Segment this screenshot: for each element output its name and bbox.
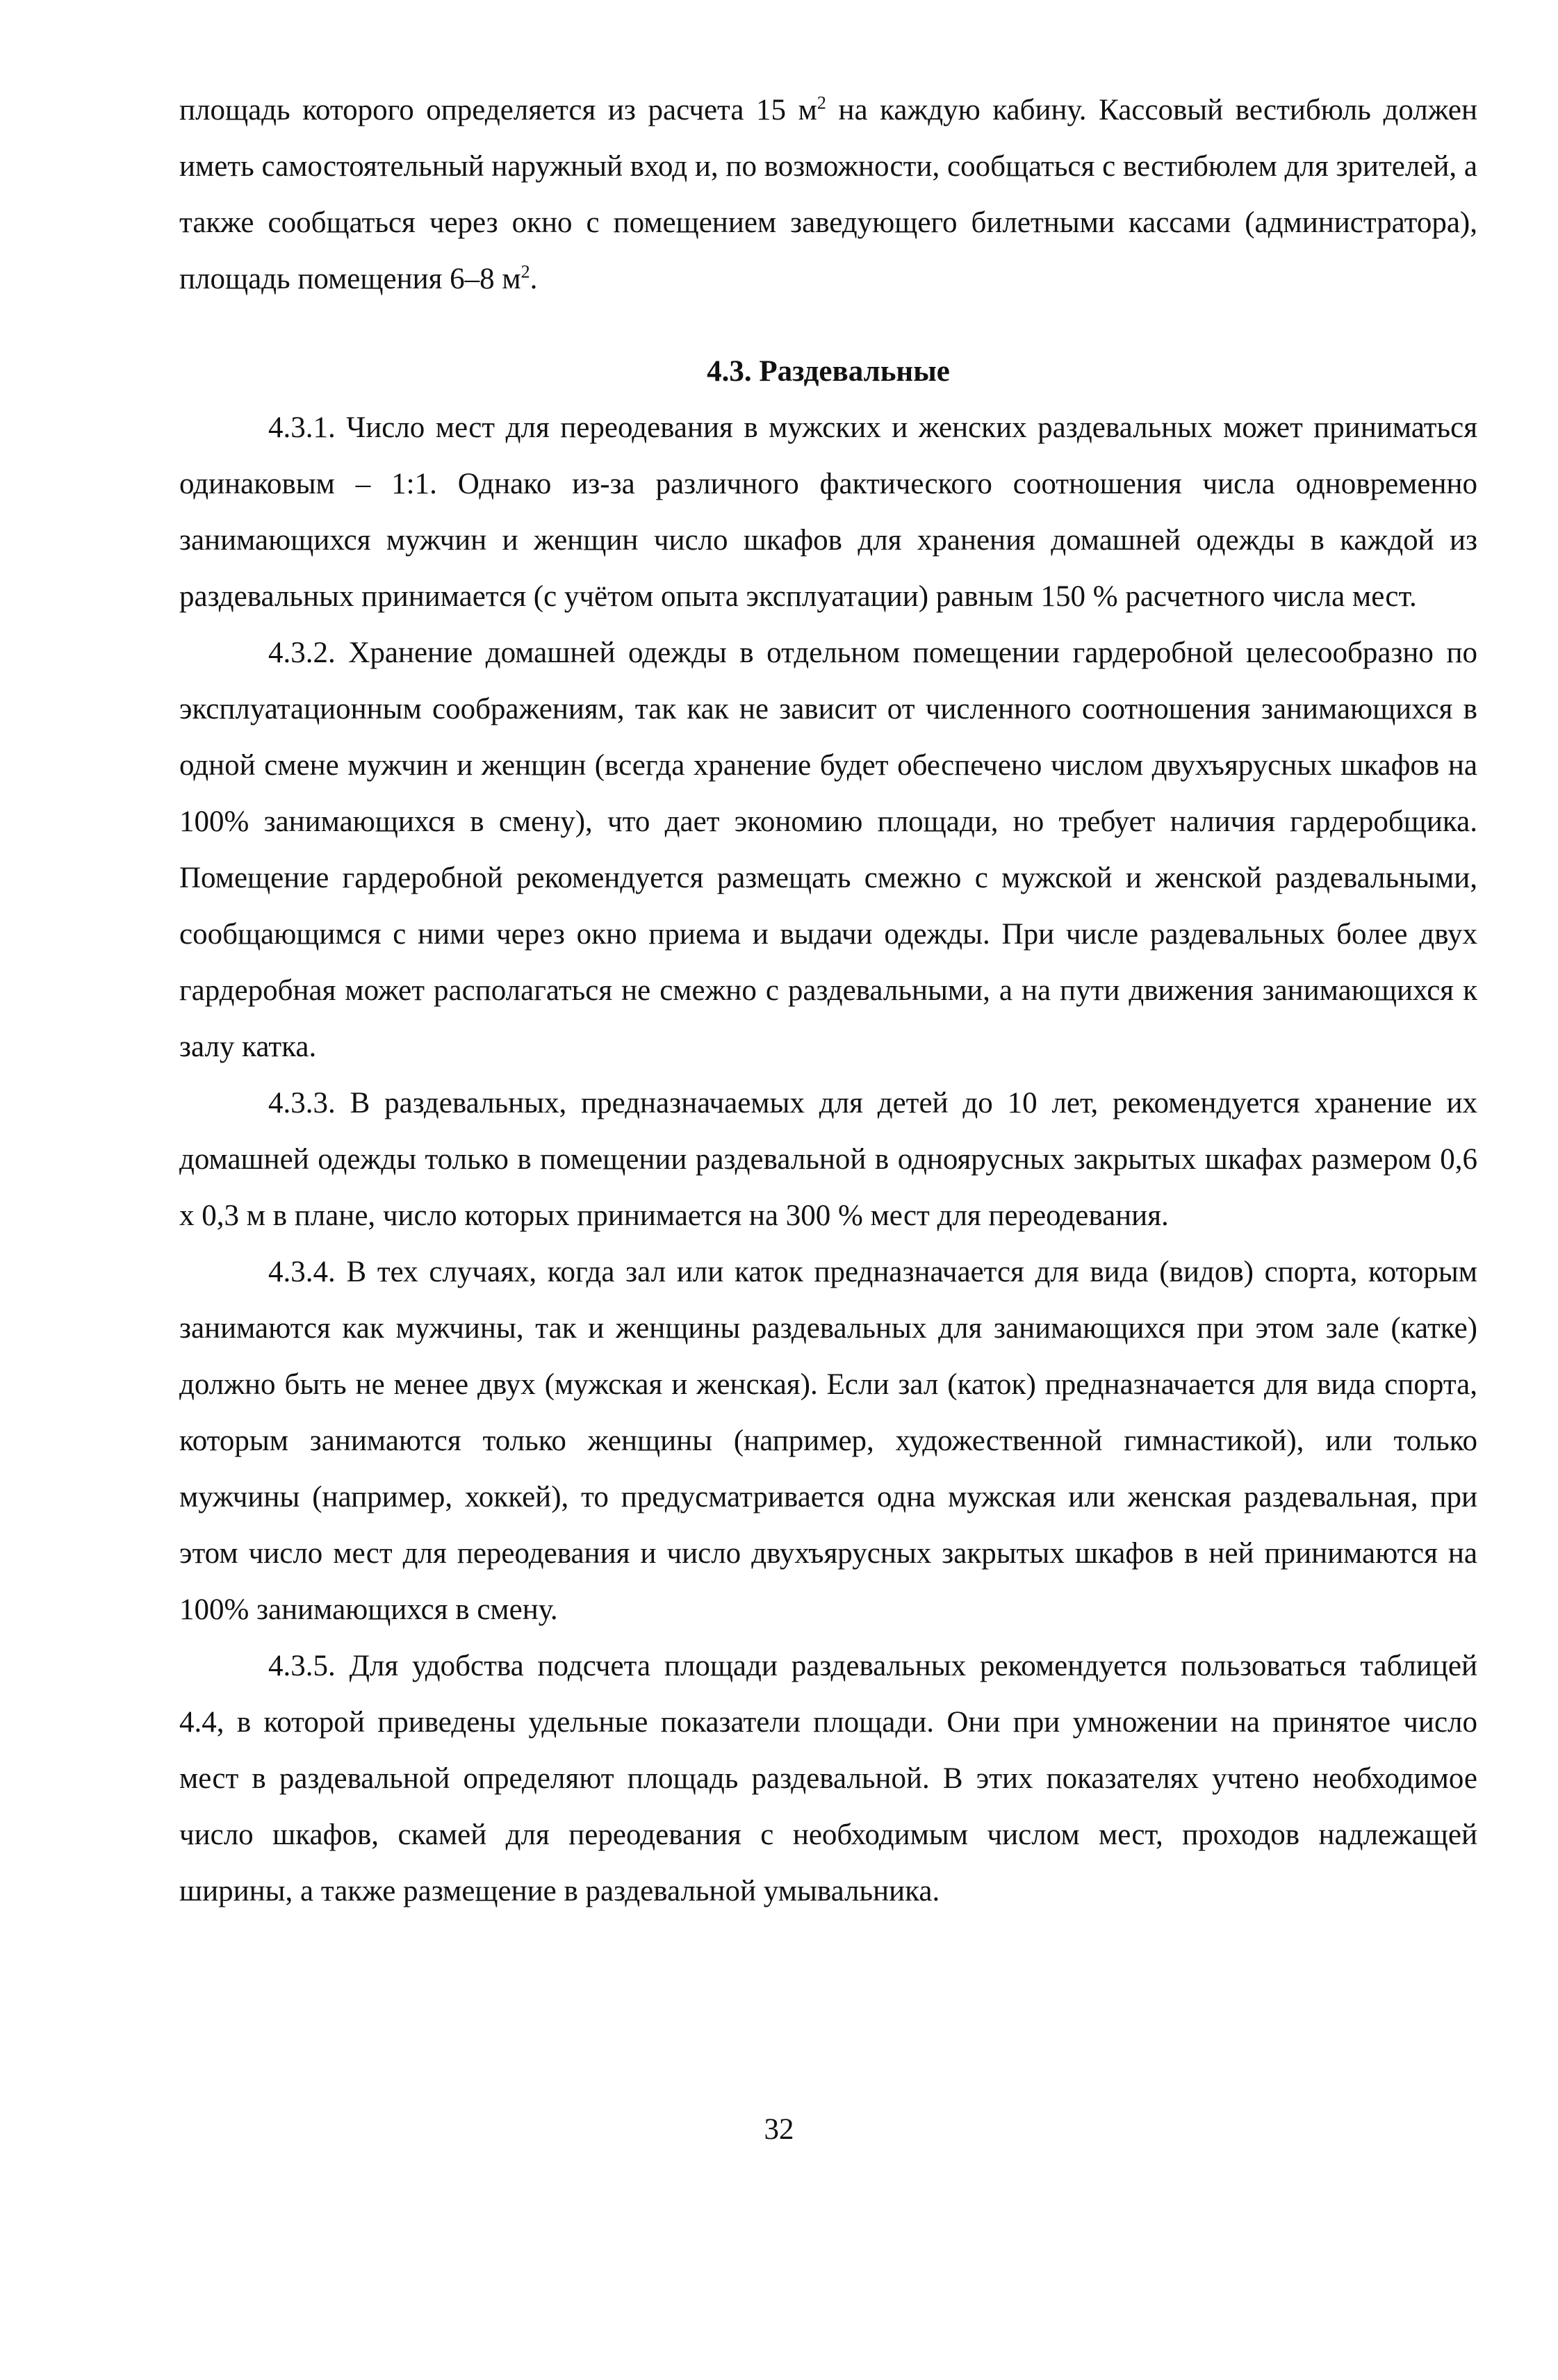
intro-text-2: на каждую кабину. Кассовый вестибюль должен иметь самостоятельный наружный вход и, по возможности, сообщаться с вестибюлем для зрителей, а также сообщаться через окно с помещением заведующего билетными кассами (администратора), площадь помещения 6–8 м bbox=[179, 94, 1477, 295]
intro-text-1: площадь которого определяется из расчета 15 м bbox=[179, 94, 817, 126]
paragraph-4-3-5: 4.3.5. Для удобства подсчета площади раздевальных рекомендуется пользоваться таблицей 4.4, в которой приведены удельные показатели площади. Они при умножении на принятое число мест в раздевальной определяют площадь раздевальной. В этих показателях учтено необходимое число шкафов, скамей для переодевания с необходимым числом мест, проходов надлежащей ширины, а также размещение в раздевальной умывальника. bbox=[179, 1650, 1477, 1907]
paragraph-4-3-1: 4.3.1. Число мест для переодевания в мужских и женских раздевальных может приниматься одинаковым – 1:1. Однако из-за различного фактического соотношения числа одновременно занимающихся мужчин и женщин число шкафов для хранения домашней одежды в каждой из раздевальных принимается (с учётом опыта эксплуатации) равным 150 % расчетного числа мест. bbox=[179, 411, 1477, 613]
paragraph-4-3-4: 4.3.4. В тех случаях, когда зал или каток предназначается для вида (видов) спорта, которым занимаются как мужчины, так и женщины раздевальных для занимающихся при этом зале (катке) должно быть не менее двух (мужская и женская). Если зал (каток) предназначается для вида спорта, которым занимаются только женщины (например, художественной гимнастикой), или только мужчины (например, хоккей), то предусматривается одна мужская или женская раздевальная, при этом число мест для переодевания и число двухъярусных закрытых шкафов в ней принимаются на 100% занимающихся в смену. bbox=[179, 1256, 1477, 1626]
square-meter-superscript-2: 2 bbox=[520, 261, 530, 282]
paragraph-4-3-2: 4.3.2. Хранение домашней одежды в отдельном помещении гардеробной целесообразно по эксплуатационным соображениям, так как не зависит от численного соотношения занимающихся в одной смене мужчин и женщин (всегда хранение будет обеспечено числом двухъярусных шкафов на 100% занимающихся в смену), что дает экономию площади, но требует наличия гардеробщика. Помещение гардеробной рекомендуется размещать смежно с мужской и женской раздевальными, сообщающимся с ними через окно приема и выдачи одежды. При числе раздевальных более двух гардеробная может располагаться не смежно с раздевальными, а на пути движения занимающихся к залу катка. bbox=[179, 637, 1477, 1063]
square-meter-superscript-1: 2 bbox=[817, 92, 826, 113]
intro-paragraph bbox=[179, 82, 1477, 307]
document-page bbox=[179, 82, 1477, 1919]
intro-text-3: . bbox=[530, 263, 538, 295]
section-heading: 4.3. Раздевальные bbox=[707, 355, 950, 388]
page-number: 32 bbox=[764, 2113, 794, 2146]
paragraph-4-3-3: 4.3.3. В раздевальных, предназначаемых для детей до 10 лет, рекомендуется хранение их домашней одежды только в помещении раздевальной в одноярусных закрытых шкафах размером 0,6 х 0,3 м в плане, число которых принимается на 300 % мест для переодевания. bbox=[179, 1087, 1477, 1232]
